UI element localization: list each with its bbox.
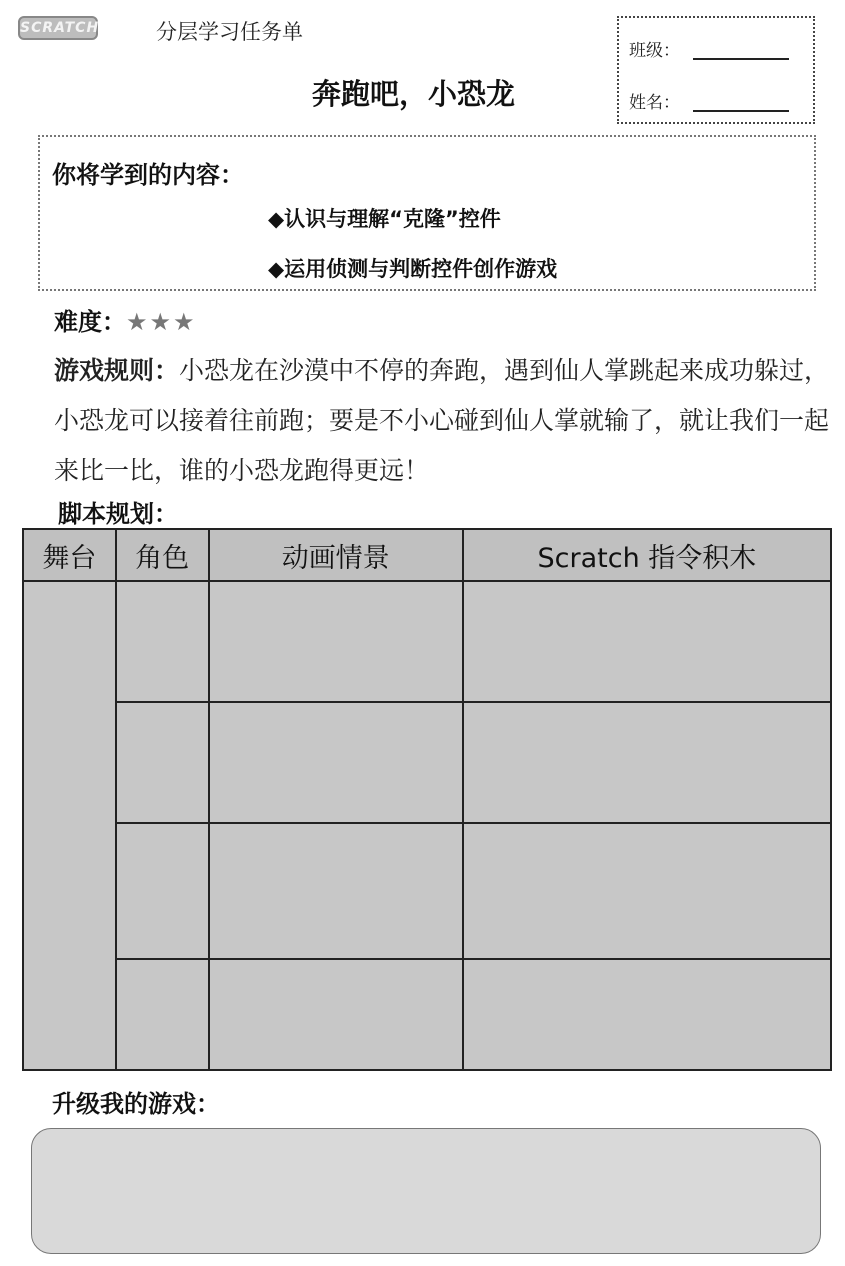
rules-text: 小恐龙在沙漠中不停的奔跑，遇到仙人掌跳起来成功躲过，小恐龙可以接着往前跑；要是不小心碰到仙人掌就输了，就让我们一起来比一比，谁的小恐龙跑得更远！ <box>54 356 830 485</box>
rules-label: 游戏规则： <box>54 356 180 385</box>
table-row <box>23 702 831 823</box>
column-header-stage: 舞台 <box>23 529 116 581</box>
blocks-cell[interactable] <box>463 702 831 823</box>
scene-cell[interactable] <box>209 702 463 823</box>
blocks-cell[interactable] <box>463 581 831 702</box>
game-rules <box>54 346 832 496</box>
name-blank-line[interactable] <box>693 110 789 112</box>
name-field <box>629 88 680 113</box>
blocks-cell[interactable] <box>463 959 831 1070</box>
scratch-logo: SCRATCH <box>18 16 98 40</box>
scene-cell[interactable] <box>209 959 463 1070</box>
column-header-scene: 动画情景 <box>209 529 463 581</box>
page-title: 奔跑吧，小恐龙 <box>312 77 516 111</box>
learning-item: ◆运用侦测与判断控件创作游戏 <box>268 257 558 281</box>
learning-objectives-box <box>38 135 816 291</box>
table-row <box>23 959 831 1070</box>
sprite-cell[interactable] <box>116 702 209 823</box>
difficulty-rating <box>54 302 197 337</box>
upgrade-label: 升级我的游戏： <box>52 1090 220 1118</box>
difficulty-label: 难度： <box>54 308 126 336</box>
student-info-box <box>617 16 815 124</box>
sprite-cell[interactable] <box>116 581 209 702</box>
sprite-cell[interactable] <box>116 959 209 1070</box>
script-plan-label: 脚本规划： <box>58 500 178 528</box>
star-rating-icon: ★★★ <box>126 308 197 336</box>
name-label: 姓名： <box>629 93 680 113</box>
column-header-blocks: Scratch 指令积木 <box>463 529 831 581</box>
worksheet-subtitle: 分层学习任务单 <box>156 20 303 44</box>
sprite-cell[interactable] <box>116 823 209 959</box>
table-header-row <box>23 529 831 581</box>
learning-item: ◆认识与理解“克隆”控件 <box>268 207 501 231</box>
blocks-cell[interactable] <box>463 823 831 959</box>
scene-cell[interactable] <box>209 581 463 702</box>
class-field <box>629 36 680 61</box>
scene-cell[interactable] <box>209 823 463 959</box>
class-blank-line[interactable] <box>693 58 789 60</box>
table-row <box>23 581 831 702</box>
script-plan-table <box>22 528 832 1071</box>
table-row <box>23 823 831 959</box>
class-label: 班级： <box>629 41 680 61</box>
stage-cell[interactable] <box>23 581 116 1070</box>
column-header-sprite: 角色 <box>116 529 209 581</box>
learning-heading: 你将学到的内容： <box>52 161 244 189</box>
upgrade-answer-box[interactable] <box>31 1128 821 1254</box>
